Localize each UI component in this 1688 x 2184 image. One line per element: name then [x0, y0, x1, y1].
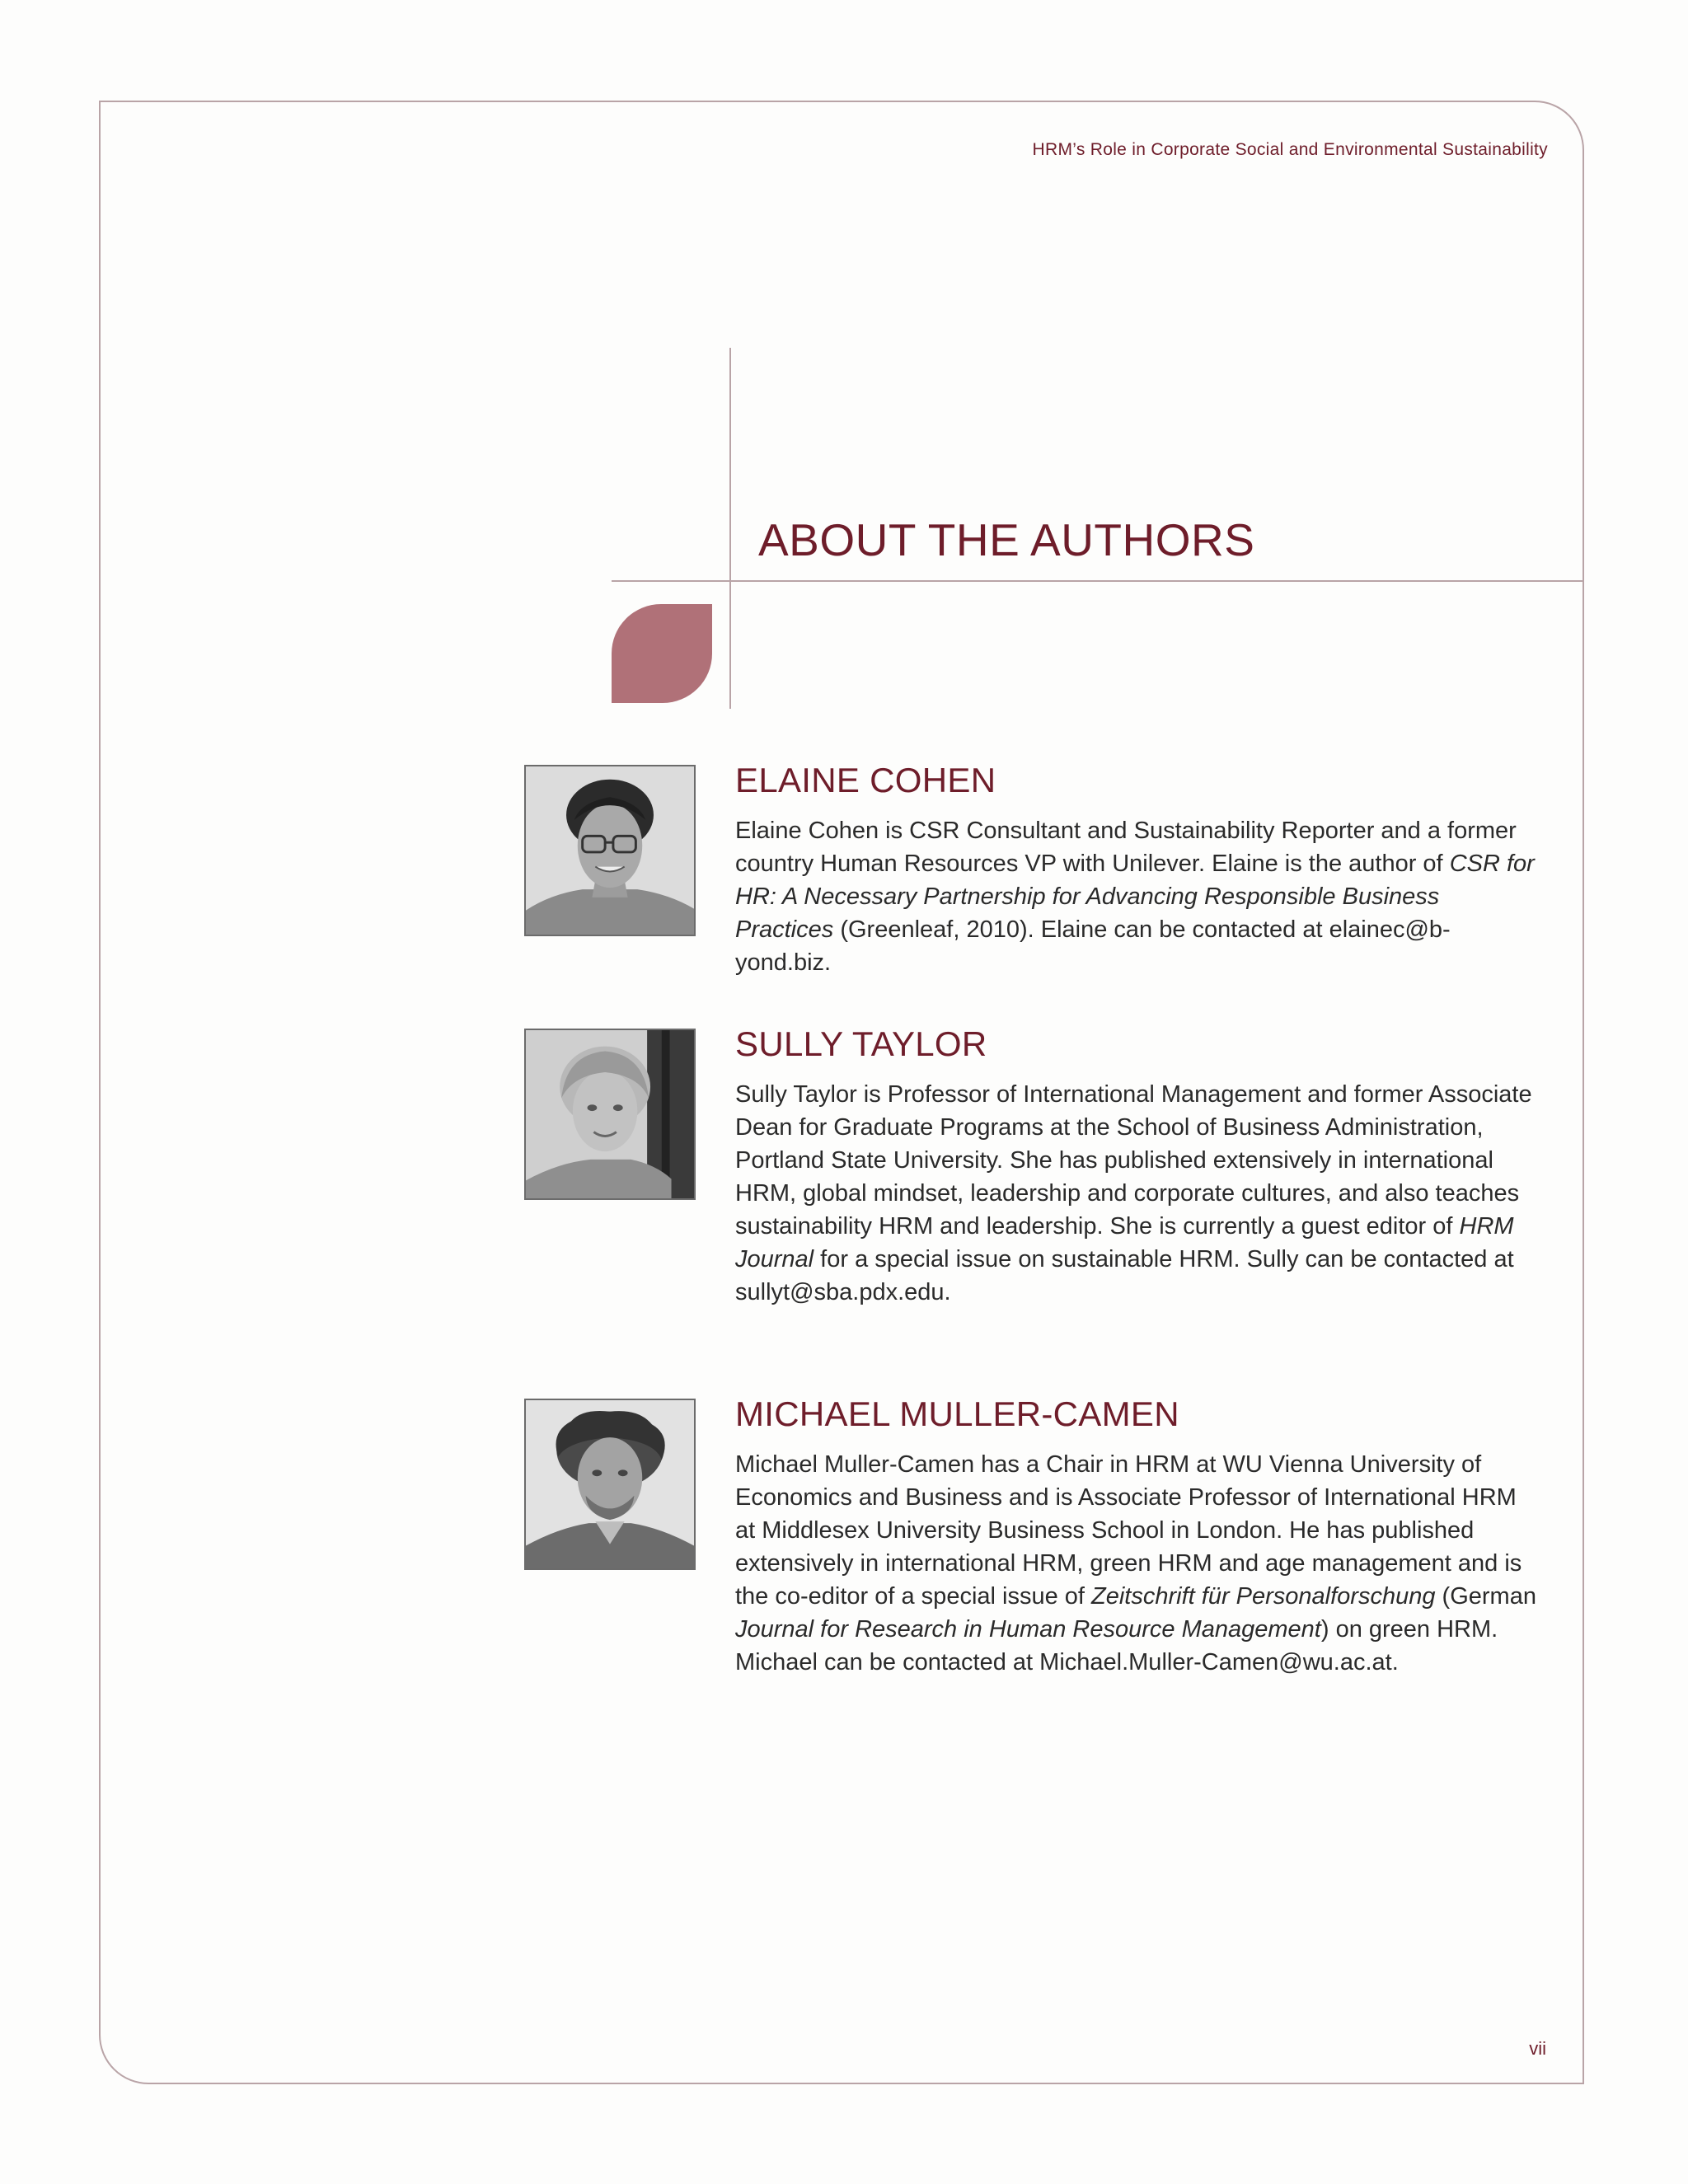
- bio-segment: (Greenleaf, 2010). Elaine can be contacted at elainec@b-yond.biz.: [735, 916, 1451, 976]
- italic-title: Journal for Research in Human Resource Management: [735, 1616, 1321, 1643]
- author-bio-text: [735, 1078, 1536, 1309]
- author-name: SULLY TAYLOR: [735, 1024, 987, 1063]
- italic-title: Zeitschrift für Personalforschung: [1091, 1583, 1436, 1610]
- author-bio: [735, 814, 1536, 979]
- page-title: ABOUT THE AUTHORS: [758, 514, 1255, 565]
- author-name: ELAINE COHEN: [735, 761, 996, 799]
- author-bio-text: [735, 1448, 1536, 1679]
- page-number: vii: [1529, 2038, 1546, 2059]
- author-bio-text: [735, 814, 1536, 979]
- bio-segment: Michael Muller-Camen has a Chair in HRM at WU Vienna University of Economics and Business and is Associate Professor of International HRM at Middlesex University Business School in London. He has published extensively in international HRM, green HRM and age management and is the co-editor of a special issue of: [735, 1451, 1522, 1610]
- portrait-michael-muller-camen: [526, 1400, 694, 1568]
- portrait-elaine-cohen: [526, 766, 694, 935]
- author-photo: [524, 765, 696, 936]
- running-header: HRM’s Role in Corporate Social and Environmental Sustainability: [1032, 140, 1548, 159]
- italic-title: CSR for HR: A Necessary Partnership for Advancing Responsible Business Practices: [735, 851, 1535, 943]
- leaf-ornament: [612, 604, 712, 703]
- author-name: MICHAEL MULLER-CAMEN: [735, 1394, 1179, 1433]
- author-bio: [735, 1448, 1536, 1679]
- horizontal-rule: [612, 580, 1584, 582]
- author-bio: [735, 1078, 1536, 1309]
- bio-segment: Sully Taylor is Professor of International Management and former Associate Dean for Graduate Programs at the School of Business Administration, Portland State University. She has published extensively in international HRM, global mindset, leadership and corporate cultures, and also teaches sustainability HRM and leadership. She is currently a guest editor of: [735, 1081, 1532, 1240]
- author-photo: [524, 1029, 696, 1200]
- bio-segment: for a special issue on sustainable HRM. Sully can be contacted at sullyt@sba.pdx.edu.: [735, 1246, 1514, 1305]
- vertical-rule: [729, 348, 731, 709]
- italic-title: HRM Journal: [735, 1213, 1514, 1272]
- bio-segment: ) on green HRM. Michael can be contacted at Michael.Muller-Camen@wu.ac.at.: [735, 1616, 1498, 1675]
- portrait-sully-taylor: [526, 1030, 694, 1198]
- bio-segment: (German: [1435, 1583, 1536, 1610]
- bio-segment: Elaine Cohen is CSR Consultant and Sustainability Reporter and a former country Human Resources VP with Unilever. Elaine is the author of: [735, 818, 1517, 877]
- author-photo: [524, 1399, 696, 1570]
